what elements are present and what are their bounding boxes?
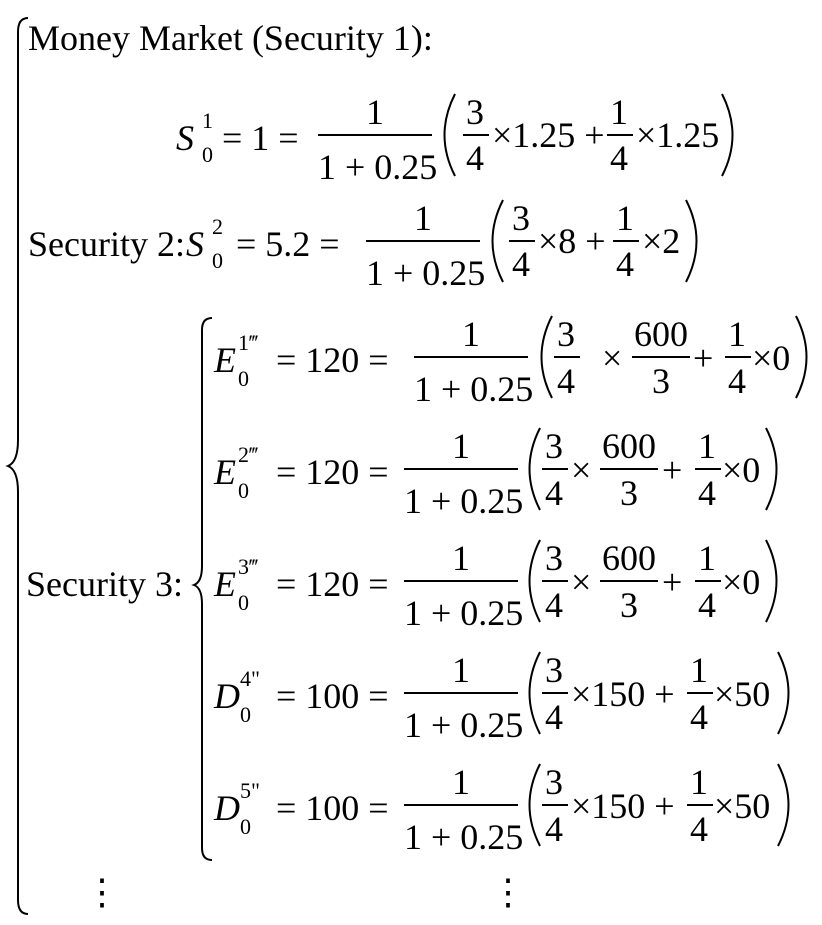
s3-r2-p2: 1 (698, 426, 716, 466)
s3-r3-eq: = 120 = (276, 564, 389, 604)
s3-r3-sup: 3‴ (238, 554, 259, 579)
s2-label: Security 2: (28, 224, 185, 264)
s3-r1-sup: 1‴ (238, 330, 259, 355)
s3-r1-p2: 1 (728, 314, 746, 354)
s3-row-5 (213, 762, 789, 857)
s3-r5-mid1: ×150 + (571, 786, 675, 826)
s1-sub: 0 (202, 142, 213, 167)
s2-q1: 4 (512, 244, 530, 284)
s1-p2: 1 (610, 92, 628, 132)
s3-r2-num: 1 (452, 426, 470, 466)
s3-r3-plus: + (662, 562, 683, 602)
s3-r5-rparen (778, 764, 789, 846)
s1-eq: = 1 = (222, 118, 299, 158)
s3-r5-var: D (214, 788, 240, 828)
s3-row-3 (213, 538, 777, 633)
s3-r5-den: 1 + 0.25 (404, 817, 524, 857)
s3-r2-fnum: 600 (602, 426, 656, 466)
s2-rparen (686, 200, 697, 282)
money-market-label: Money Market (Security 1): (28, 18, 433, 58)
s3-r2-fden: 3 (620, 473, 638, 513)
s3-r4-rparen (778, 652, 789, 734)
s3-row-1 (213, 314, 807, 409)
s3-r1-lparen (542, 316, 553, 398)
s3-r1-eq: = 120 = (276, 340, 389, 380)
s3-r4-eq: = 100 = (276, 676, 389, 716)
s3-r2-rparen (766, 428, 777, 510)
s3-r5-eq: = 100 = (276, 788, 389, 828)
s3-r3-var: E (214, 564, 236, 604)
s3-r2-q1: 4 (545, 473, 563, 513)
s3-r1-q1: 4 (557, 361, 575, 401)
outer-left-brace (8, 18, 28, 914)
s3-row-2 (213, 426, 777, 521)
s3-r1-fden: 3 (652, 361, 670, 401)
s3-r5-q2: 4 (690, 809, 708, 849)
s3-r3-p1: 3 (545, 538, 563, 578)
s3-r3-p2: 1 (698, 538, 716, 578)
s3-r1-plus: + (693, 338, 714, 378)
s3-r1-fnum: 600 (634, 314, 688, 354)
s1-q1: 4 (466, 138, 484, 178)
s3-r4-q2: 4 (690, 697, 708, 737)
s3-r5-lparen (530, 764, 541, 846)
s3-r1-rparen (796, 316, 807, 398)
s2-sub: 0 (212, 248, 223, 273)
s3-r2-plus: + (662, 450, 683, 490)
s3-r3-den: 1 + 0.25 (404, 593, 524, 633)
s3-r5-p2: 1 (690, 762, 708, 802)
s3-r4-var: D (214, 676, 240, 716)
s3-r4-p2: 1 (690, 650, 708, 690)
s1-num: 1 (366, 92, 384, 132)
security-1-equation (176, 92, 733, 187)
s3-label: Security 3: (26, 564, 183, 604)
s3-r3-q2: 4 (698, 585, 716, 625)
s3-r2-eq: = 120 = (276, 452, 389, 492)
s3-r5-sup: 5" (240, 778, 260, 803)
s1-den: 1 + 0.25 (318, 147, 438, 187)
s3-r1-var: E (214, 340, 236, 380)
ellipsis-right: ⋮ (490, 872, 526, 912)
s2-p1: 3 (512, 198, 530, 238)
s3-r3-q1: 4 (545, 585, 563, 625)
s3-r1-q2: 4 (728, 361, 746, 401)
s3-r1-times: × (602, 338, 623, 378)
s1-lparen (445, 94, 456, 176)
s3-r4-mid1: ×150 + (571, 674, 675, 714)
s3-r4-p1: 3 (545, 650, 563, 690)
security-2-equation (28, 198, 697, 293)
s3-r5-sub: 0 (240, 814, 251, 839)
s2-den: 1 + 0.25 (366, 253, 486, 293)
s3-r4-sup: 4" (240, 666, 260, 691)
ellipsis-left: ⋮ (84, 872, 120, 912)
s3-r5-num: 1 (452, 762, 470, 802)
s3-r3-fden: 3 (620, 585, 638, 625)
s3-r3-rparen (766, 540, 777, 622)
s3-r2-times: × (571, 450, 592, 490)
s3-r2-q2: 4 (698, 473, 716, 513)
s3-r2-var: E (214, 452, 236, 492)
s3-r3-mid2: ×0 (722, 562, 761, 602)
s3-r4-q1: 4 (545, 697, 563, 737)
s1-p1: 3 (466, 92, 484, 132)
s2-var: S (186, 224, 204, 264)
s1-var: S (176, 118, 194, 158)
s3-r1-num: 1 (462, 314, 480, 354)
s3-r2-sup: 2‴ (238, 442, 259, 467)
s3-r3-lparen (530, 540, 541, 622)
s3-r1-sub: 0 (238, 366, 249, 391)
s3-r1-p1: 3 (557, 314, 575, 354)
s1-mid2: ×1.25 (636, 115, 720, 155)
s2-eq: = 5.2 = (236, 224, 340, 264)
s2-q2: 4 (616, 244, 634, 284)
s3-row-4 (213, 650, 789, 745)
s1-sup: 1 (202, 108, 213, 133)
s1-mid1: ×1.25 + (492, 115, 605, 155)
s3-r2-mid2: ×0 (722, 450, 761, 490)
s3-r1-mid2: ×0 (752, 338, 791, 378)
s2-mid2: ×2 (642, 221, 681, 261)
s2-num: 1 (414, 198, 432, 238)
s2-p2: 1 (616, 198, 634, 238)
inner-left-brace (194, 318, 212, 860)
s1-q2: 4 (610, 138, 628, 178)
s3-r3-num: 1 (452, 538, 470, 578)
s3-r2-p1: 3 (545, 426, 563, 466)
s1-rparen (722, 94, 733, 176)
s3-r5-q1: 4 (545, 809, 563, 849)
s3-r3-sub: 0 (238, 590, 249, 615)
s3-r2-sub: 0 (238, 478, 249, 503)
s3-r2-den: 1 + 0.25 (404, 481, 524, 521)
s3-r3-fnum: 600 (602, 538, 656, 578)
s2-sup: 2 (212, 214, 223, 239)
s3-r4-sub: 0 (240, 702, 251, 727)
s3-r4-lparen (530, 652, 541, 734)
s2-mid1: ×8 + (538, 221, 606, 261)
s3-r1-den: 1 + 0.25 (414, 369, 534, 409)
s3-r4-num: 1 (452, 650, 470, 690)
s2-lparen (493, 200, 504, 282)
s3-r5-mid2: ×50 (714, 786, 771, 826)
s3-r5-p1: 3 (545, 762, 563, 802)
s3-r4-den: 1 + 0.25 (404, 705, 524, 745)
s3-r4-mid2: ×50 (714, 674, 771, 714)
s3-r2-lparen (530, 428, 541, 510)
s3-r3-times: × (571, 562, 592, 602)
